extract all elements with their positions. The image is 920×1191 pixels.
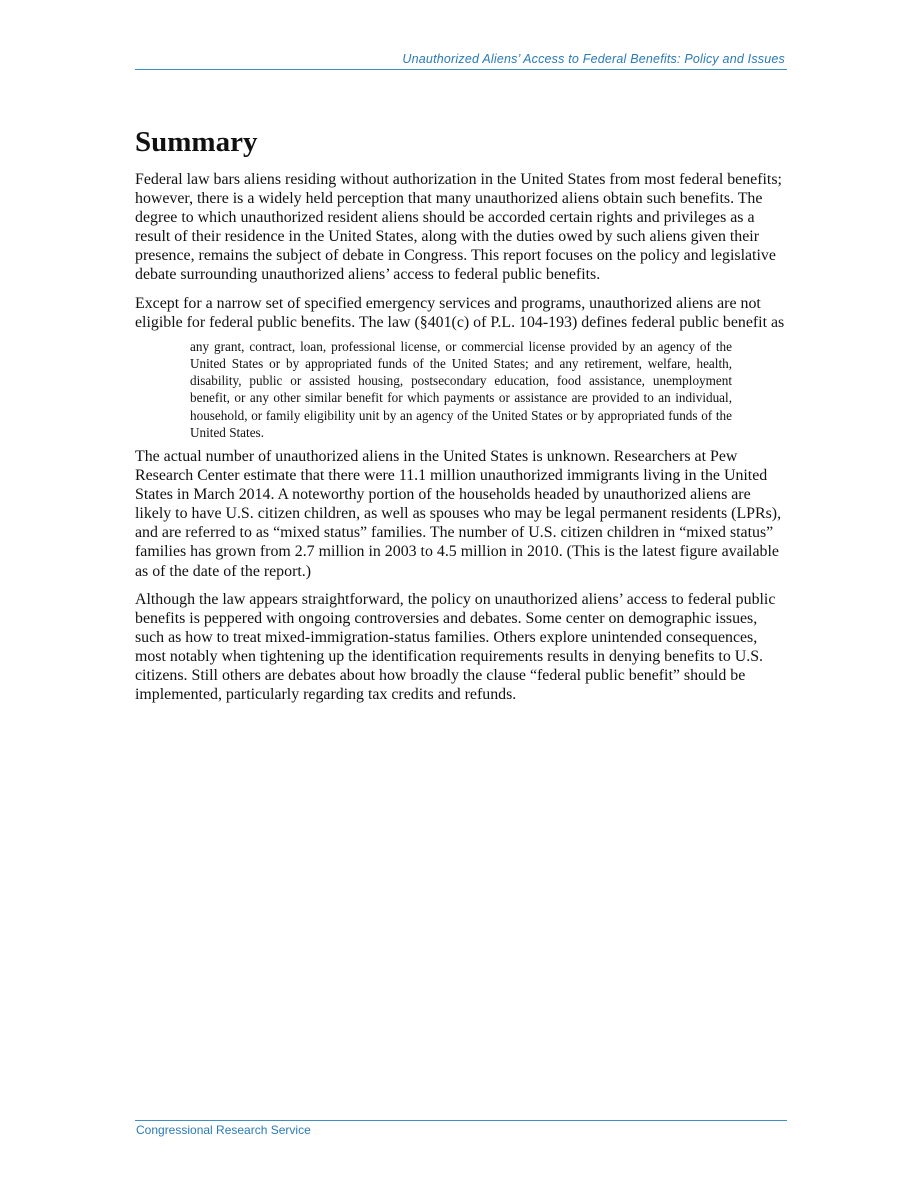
paragraph-intro: Federal law bars aliens residing without authorization in the United States from most federal benefits; however, there is a widely held perception that many unauthorized aliens obtain such benefits. The degree to which unauthorized resident aliens should be accorded certain rights and privileges as a result of their residence in the United States, along with the duties owed by such aliens given their presence, remains the subject of debate in Congress. This report focuses on the policy and legislative debate surrounding unauthorized aliens’ access to federal public benefits. (135, 171, 782, 284)
page-title: Summary (135, 126, 258, 158)
footer-divider (135, 1120, 787, 1121)
block-quote-definition: any grant, contract, loan, professional license, or commercial license provided by an agency of the United States or by appropriated funds of the United States; and any retirement, welfare, health, disability, public or assisted housing, postsecondary education, food assistance, unemployment benefit, or any other similar benefit for which payments or assistance are provided to an individual, household, or family eligibility unit by an agency of the United States or by appropriated funds of the United States. (190, 338, 732, 440)
footer-organization: Congressional Research Service (136, 1123, 311, 1137)
running-header-title: Unauthorized Aliens’ Access to Federal Benefits: Policy and Issues (402, 52, 785, 66)
paragraph-controversies: Although the law appears straightforward, the policy on unauthorized aliens’ access to federal public benefits is peppered with ongoing controversies and debates. Some center on demographic issues, such as how to treat mixed-immigration-status families. Others explore unintended consequences, most notably when tightening up the identification requirements results in denying benefits to U.S. citizens. Still others are debates about how broadly the clause “federal public benefit” should be implemented, particularly regarding tax credits and refunds. (135, 590, 776, 704)
paragraph-population: The actual number of unauthorized aliens in the United States is unknown. Researchers at Pew Research Center estimate that there were 11.1 million unauthorized immigrants living in the United States in March 2014. A noteworthy portion of the households headed by unauthorized aliens are likely to have U.S. citizen children, as well as spouses who may be legal permanent residents (LPRs), and are referred to as “mixed status” families. The number of U.S. citizen children in “mixed status” families has grown from 2.7 million in 2003 to 4.5 million in 2010. (This is the latest figure available as of the date of the report.) (135, 447, 782, 580)
summary-section (135, 122, 785, 713)
header-divider (135, 69, 787, 70)
paragraph-eligibility: Except for a narrow set of specified emergency services and programs, unauthorized aliens are not eligible for federal public benefits. The law (§401(c) of P.L. 104-193) defines federal public benefit as (135, 294, 785, 331)
